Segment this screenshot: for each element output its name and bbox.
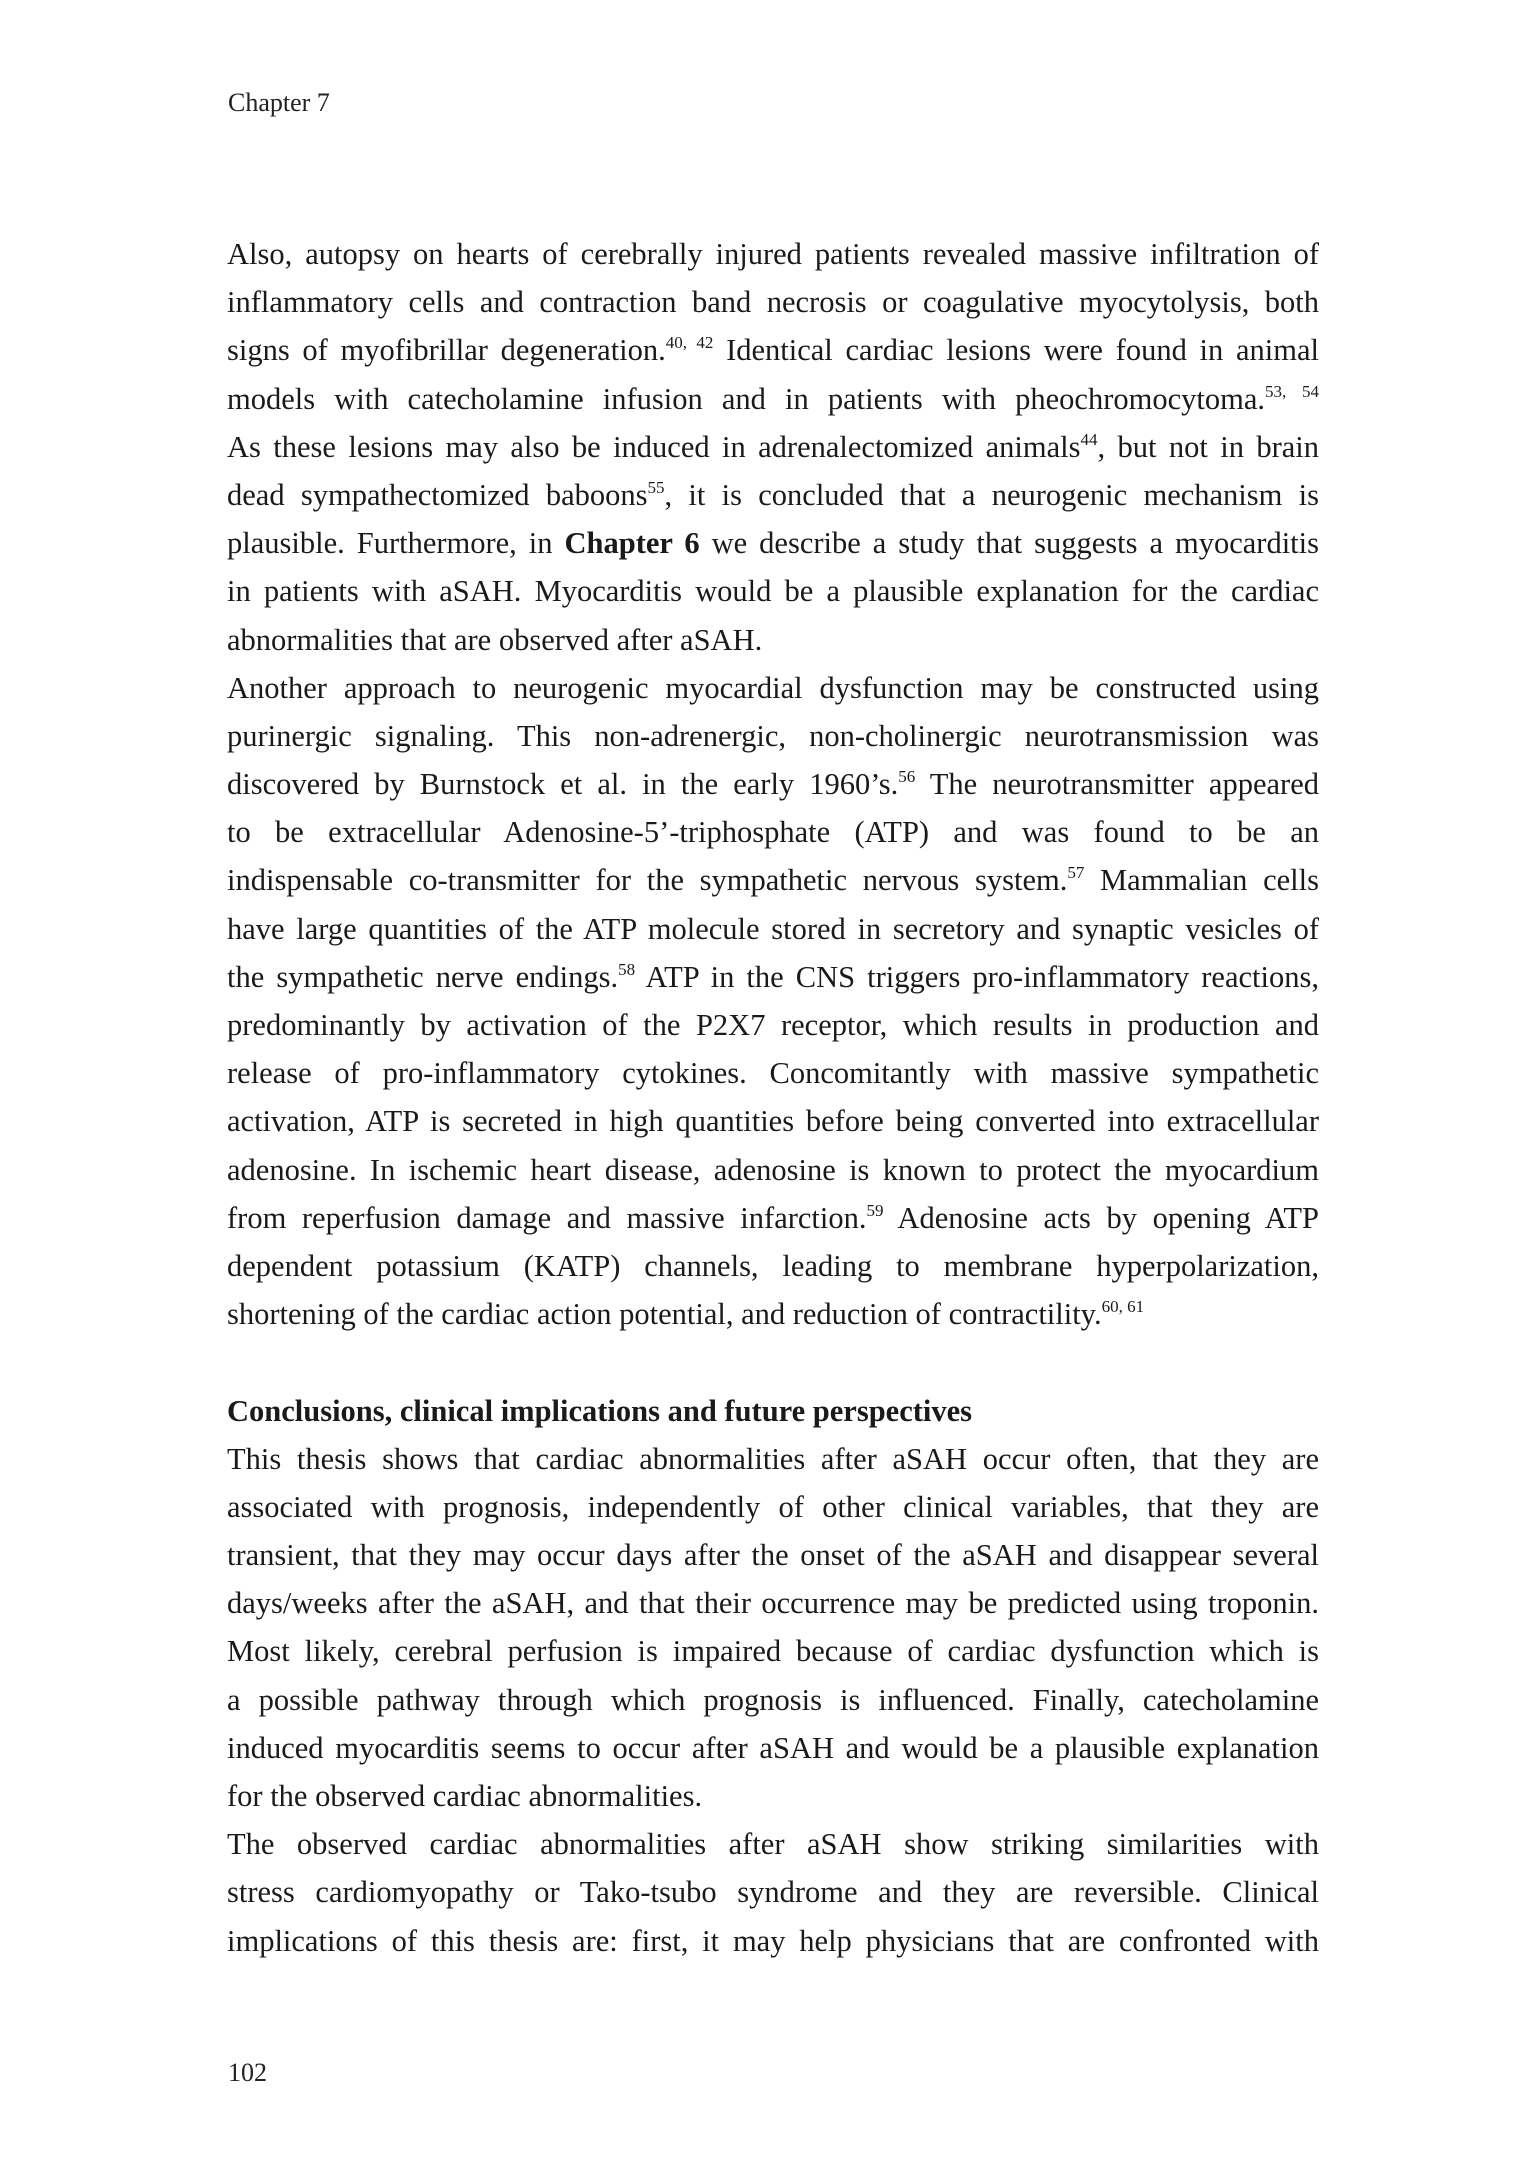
text-line	[227, 1290, 1319, 1338]
text-line	[227, 953, 1319, 1001]
text-fragment: As these lesions may also be induced in adrenalectomized animals	[227, 429, 1081, 464]
text-line	[227, 760, 1319, 808]
text-line: induced myocarditis seems to occur after aSAH and would be a plausible explanation	[227, 1730, 1319, 1765]
paragraph-1	[227, 230, 1319, 664]
text-line: predominantly by activation of the P2X7 receptor, which results in production and	[227, 1008, 1319, 1042]
section-heading: Conclusions, clinical implications and future perspectives	[227, 1393, 973, 1428]
text-line	[227, 471, 1319, 519]
text-line: Also, autopsy on hearts of cerebrally injured patients revealed massive infiltration of	[227, 237, 1319, 271]
text-fragment: dead sympathectomized baboons	[227, 477, 648, 512]
text-line	[227, 375, 1319, 423]
citation-superscript: 60, 61	[1101, 1297, 1145, 1317]
text-line: The observed cardiac abnormalities after aSAH show striking similarities with	[227, 1827, 1319, 1862]
text-fragment: Mammalian cells	[1084, 863, 1319, 898]
text-line: dependent potassium (KATP) channels, leading to membrane hyperpolarization,	[227, 1248, 1319, 1283]
text-line: This thesis shows that cardiac abnormalities after aSAH occur often, that they are	[227, 1441, 1319, 1476]
text-line: Another approach to neurogenic myocardial dysfunction may be constructed using	[227, 670, 1319, 705]
text-line	[227, 856, 1319, 904]
text-fragment: Identical cardiac lesions were found in animal	[713, 333, 1319, 368]
text-line: a possible pathway through which prognosis is influenced. Finally, catecholamine	[227, 1682, 1319, 1717]
citation-superscript: 44	[1080, 429, 1098, 449]
section-spacer	[227, 1338, 1319, 1386]
text-fragment: Adenosine acts by opening ATP	[883, 1200, 1319, 1235]
text-fragment: ATP in the CNS triggers pro-inflammatory reactions,	[635, 959, 1319, 994]
chapter-reference: Chapter 6	[564, 526, 700, 561]
text-line: purinergic signaling. This non-adrenergic, non-cholinergic neurotransmission was	[227, 718, 1319, 753]
text-line: to be extracellular Adenosine-5’-triphosphate (ATP) and was found to be an	[227, 815, 1319, 850]
citation-superscript: 56	[898, 767, 916, 787]
running-head: Chapter 7	[228, 88, 330, 117]
text-fragment: the sympathetic nerve endings.	[227, 959, 619, 994]
text-line: inflammatory cells and contraction band necrosis or coagulative myocytolysis, both	[227, 285, 1319, 320]
text-line: transient, that they may occur days after the onset of the aSAH and disappear several	[227, 1538, 1319, 1573]
text-line: have large quantities of the ATP molecule stored in secretory and synaptic vesicles of	[227, 911, 1319, 946]
paragraph-2	[227, 664, 1319, 1339]
text-line: in patients with aSAH. Myocarditis would be a plausible explanation for the cardiac	[227, 574, 1319, 609]
text-line: adenosine. In ischemic heart disease, adenosine is known to protect the myocardium	[227, 1152, 1319, 1187]
text-line: implications of this thesis are: first, it may help physicians that are confronted with	[227, 1923, 1319, 1958]
paragraph-4	[227, 1820, 1319, 1965]
citation-superscript: 55	[647, 477, 665, 497]
text-fragment: from reperfusion damage and massive infarction.	[227, 1200, 867, 1235]
citation-superscript: 59	[866, 1200, 884, 1220]
text-fragment: indispensable co-transmitter for the sympathetic nervous system.	[227, 863, 1068, 898]
citation-superscript: 53, 54	[1265, 381, 1319, 401]
text-fragment: we describe a study that suggests a myocarditis	[699, 526, 1319, 561]
citation-superscript: 57	[1067, 863, 1085, 883]
text-line	[227, 326, 1319, 374]
body-text	[227, 230, 1319, 1965]
text-line	[227, 423, 1319, 471]
text-fragment: The neurotransmitter appeared	[915, 767, 1319, 802]
text-fragment: models with catecholamine infusion and in patients with pheochromocytoma.	[227, 381, 1266, 416]
text-line: days/weeks after the aSAH, and that their occurrence may be predicted using troponin.	[227, 1586, 1319, 1621]
text-fragment: shortening of the cardiac action potential, and reduction of contractility.	[227, 1297, 1102, 1332]
text-line: release of pro-inflammatory cytokines. Concomitantly with massive sympathetic	[227, 1056, 1319, 1091]
text-fragment: plausible. Furthermore, in	[227, 526, 565, 561]
page-number: 102	[228, 2058, 267, 2087]
text-fragment: discovered by Burnstock et al. in the early 1960’s.	[227, 767, 899, 802]
text-line: activation, ATP is secreted in high quantities before being converted into extracellular	[227, 1104, 1319, 1139]
text-line	[227, 1194, 1319, 1242]
text-line: associated with prognosis, independently of other clinical variables, that they are	[227, 1489, 1319, 1524]
text-fragment: , it is concluded that a neurogenic mechanism is	[664, 477, 1319, 512]
text-fragment: , but not in brain	[1097, 429, 1320, 464]
text-line	[227, 519, 1319, 567]
text-line: for the observed cardiac abnormalities.	[227, 1779, 703, 1813]
citation-superscript: 40, 42	[665, 333, 714, 353]
text-fragment: signs of myofibrillar degeneration.	[227, 333, 666, 368]
text-line: abnormalities that are observed after aSAH.	[227, 622, 763, 657]
text-line: Most likely, cerebral perfusion is impaired because of cardiac dysfunction which is	[227, 1634, 1319, 1669]
citation-superscript: 58	[618, 959, 636, 979]
paragraph-3	[227, 1435, 1319, 1821]
text-line: stress cardiomyopathy or Tako-tsubo syndrome and they are reversible. Clinical	[227, 1875, 1319, 1910]
